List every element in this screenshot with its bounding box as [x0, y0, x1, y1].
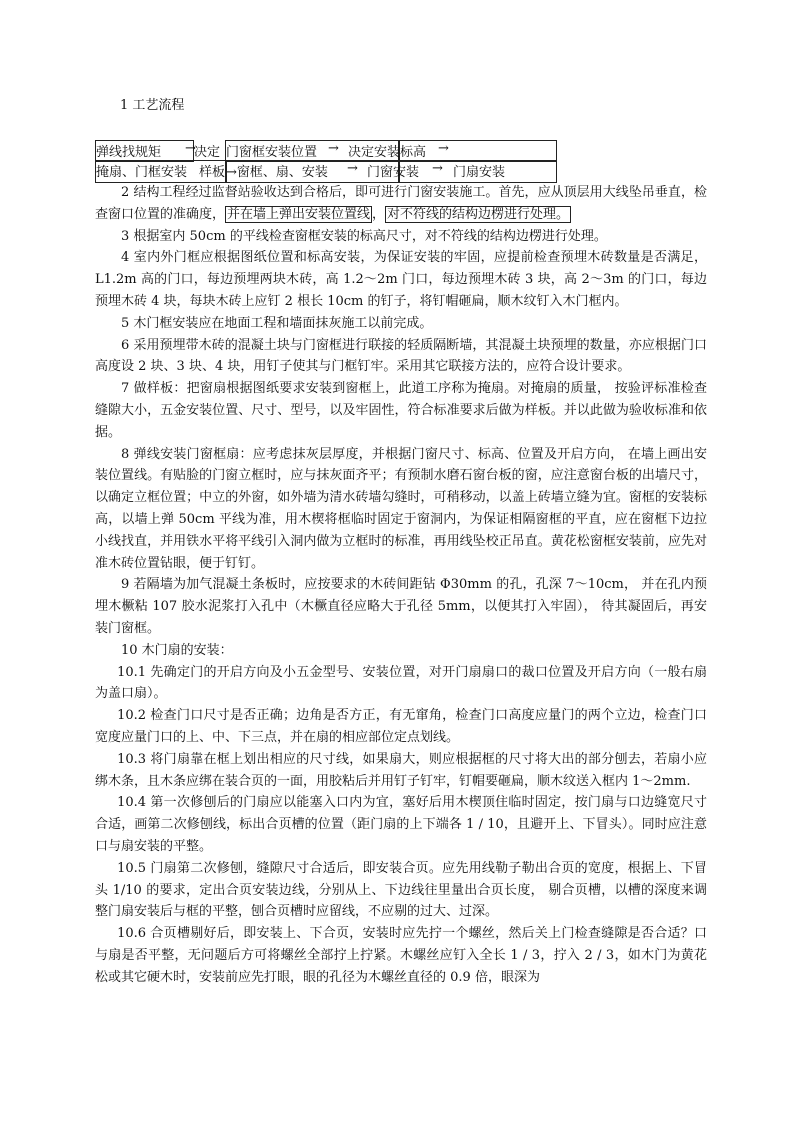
flow-step-3: 决定安装标高	[348, 145, 427, 160]
flow-arrow: →	[347, 161, 358, 176]
flow-arrow: →	[328, 141, 339, 156]
flow-arrow: →	[185, 141, 196, 156]
paragraph-10: 10 木门扇的安装：	[121, 642, 233, 658]
paragraph-2: 2 结构工程经过监督站验收达到合格后，即可进行门窗安装施工。首先，应从顶层用大线坠吊垂直，检查窗口位置的准确度， 并在墙上弹出安装位置线 ， 对不符线的结构边楞进行处理。	[95, 185, 707, 222]
paragraph-7: 7 做样板：把窗扇根据图纸要求安装到窗框上，此道工序称为掩扇。对掩扇的质量， 按验评标准检查缝隙大小，五金安装位置、尺寸、型号，以及牢固性，符合标准要求后做为样板。并以此做为验收标准和依据。	[95, 381, 707, 440]
flow-step-4: 掩扇、门框安装	[96, 165, 188, 180]
highlight-box: 并在墙上弹出安装位置线	[227, 206, 371, 222]
highlight-box: 对不符线的结构边楞进行处理。	[387, 206, 570, 222]
flow-arrow: →	[438, 141, 449, 156]
flow-step-2: 门窗框安装位置	[226, 145, 318, 160]
flow-step-2a: 决定	[194, 145, 221, 160]
paragraph-6: 6 采用预埋带木砖的混凝土块与门窗框进行联接的轻质隔断墙，其混凝土块预埋的数量，亦应根据门口高度设 2 块、3 块、4 块，用钉子使其与门框钉牢。采用其它联接方法的，应符合设计要求。	[95, 337, 707, 375]
flow-step-4b: 样板	[199, 165, 226, 180]
section-heading: 1 工艺流程	[120, 98, 185, 113]
paragraph-8: 8 弹线安装门窗框扇：应考虑抹灰层厚度，并根据门窗尺寸、标高、位置及开启方向， 在墙上画出安装位置线。有贴脸的门窗立框时，应与抹灰面齐平；有预制水磨石窗台板的窗，应注意窗台板的出墙尺寸，以确定立框位置；中立的外窗，如外墙为清水砖墙勾缝时，可稍移动，以盖上砖墙立缝为宜。窗框的安装标高，以墙上弹 50cm 平线为准，用木楔将框临时固定于窗洞内，为保证相隔窗框的平直，应在窗框下边拉小线找直，并用铁水平将平线引入洞内做为立框时的标准，再用线坠校正吊直。黄花松窗框安装前，应先对准木砖位置钻眼，便于钉钉。	[95, 446, 707, 571]
paragraph-5: 5 木门框安装应在地面工程和墙面抹灰施工以前完成。	[121, 315, 433, 331]
flow-step-5: →窗框、扇、安装	[226, 165, 328, 180]
process-flow	[95, 140, 555, 182]
paragraph-9: 9 若隔墙为加气混凝土条板时，应按要求的木砖间距钻 Φ30mm 的孔，孔深 7～10cm， 并在孔内预埋木橛粘 107 胶水泥浆打入孔中（木橛直径应略大于孔径 5mm，以便其打入牢固）， 待其凝固后，再安装门窗框。	[95, 577, 707, 636]
paragraph-10-3: 10.3 将门扇靠在框上划出相应的尺寸线，如果扇大，则应根据框的尺寸将大出的部分刨去，若扇小应绑木条，且木条应绑在装合页的一面，用胶粘后并用钉子钉牢，钉帽要砸扁，顺木纹送入框内 1～2mm.	[95, 751, 707, 789]
flow-step-6: 门窗安装	[367, 165, 420, 180]
paragraph-10-5: 10.5 门扇第二次修刨，缝隙尺寸合适后，即安装合页。应先用线勒子勒出合页的宽度，根据上、下冒头 1/10 的要求，定出合页安装边线，分别从上、下边线往里量出合页长度， 剔合页槽，以槽的深度来调整门扇安装后与框的平整，刨合页槽时应留线，不应剔的过大、过深。	[95, 860, 707, 920]
paragraph-10-4: 10.4 第一次修刨后的门扇应以能塞入口内为宜，塞好后用木楔顶住临时固定，按门扇与口边缝宽尺寸合适，画第二次修刨线，标出合页槽的位置（距门扇的上下端各 1 / 10，且避开上、下冒头）。同时应注意口与扇安装的平整。	[95, 795, 707, 854]
document-body	[95, 182, 707, 988]
paragraph-10-1: 10.1 先确定门的开启方向及小五金型号、安装位置，对开门扇扇口的裁口位置及开启方向（一般右扇为盖口扇）。	[95, 664, 707, 702]
paragraph-10-6: 10.6 合页槽剔好后，即安装上、下合页，安装时应先拧一个螺丝，然后关上门检查缝隙是否合适？口与扇是否平整，无问题后方可将螺丝全部拧上拧紧。木螺丝应钉入全长 1 / 3，拧入 2 / 3，如木门为黄花松或其它硬木时，安装前应先打眼，眼的孔径为木螺丝直径的 0.9 倍，眼深为	[95, 926, 707, 985]
flow-step-7: 门扇安装	[453, 165, 506, 180]
flow-step-1: 弹线找规矩	[96, 145, 162, 160]
flow-arrow: →	[432, 161, 443, 176]
paragraph-3: 3 根据室内 50cm 的平线检查窗框安装的标高尺寸，对不符线的结构边楞进行处理。	[121, 228, 607, 244]
paragraph-10-2: 10.2 检查门口尺寸是否正确；边角是否方正，有无窜角，检查门口高度应量门的两个立边，检查门口宽度应量门口的上、中、下三点，并在扇的相应部位定点划线。	[95, 708, 707, 745]
paragraph-4: 4 室内外门框应根据图纸位置和标高安装，为保证安装的牢固，应提前检查预埋木砖数量是否满足，L1.2m 高的门口，每边预埋两块木砖，高 1.2～2m 门口，每边预埋木砖 3 块，高 2～3m 的门口，每边预埋木砖 4 块，每块木砖上应钉 2 根长 10cm 的钉子，将钉帽砸扁，顺木纹钉入木门框内。	[95, 250, 707, 309]
